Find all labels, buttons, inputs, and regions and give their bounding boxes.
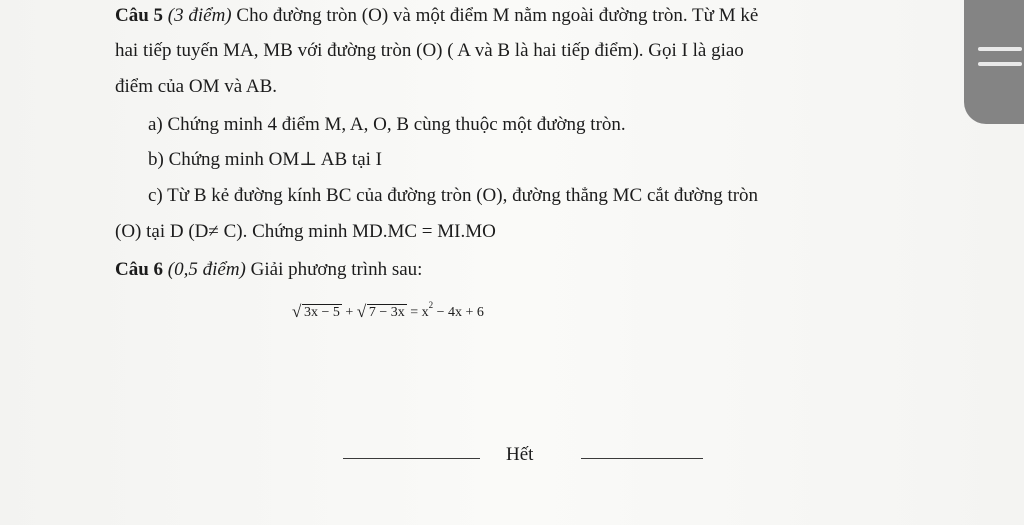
q5-line2: hai tiếp tuyến MA, MB với đường tròn (O) ( A và B là hai tiếp điểm). Gọi I là giao [115, 40, 744, 61]
rhs-end: − 4x + 6 [433, 305, 484, 320]
q5-label: Câu 5 [115, 5, 164, 26]
q6-equation [292, 294, 484, 324]
exponent: 2 [428, 300, 434, 310]
radical-sign-icon: √ [292, 302, 302, 321]
menu-handle-icon [978, 62, 1022, 66]
q5-part-b: b) Chứng minh OM⊥ AB tại I [148, 149, 383, 170]
footer-end-text: Hết [506, 444, 534, 465]
menu-handle-icon [978, 47, 1022, 51]
footer-rule-right [581, 458, 703, 459]
q5-text-1: Cho đường tròn (O) và một điểm M nằm ngoài đường tròn. Từ M kẻ [236, 5, 759, 26]
q5-line3: điểm của OM và AB. [115, 76, 278, 97]
sqrt-term-2 [357, 302, 407, 324]
q5-points: (3 điểm) [167, 5, 232, 26]
plus-sign: + [345, 305, 354, 320]
q5-line1 [115, 4, 758, 28]
q6-label: Câu 6 [115, 259, 164, 280]
menu-handle-button[interactable] [964, 0, 1024, 124]
sqrt-term-1 [292, 302, 342, 324]
q6-instruction: Giải phương trình sau: [250, 259, 423, 280]
radical-sign-icon: √ [356, 302, 367, 321]
q5-part-c-2: (O) tại D (D≠ C). Chứng minh MD.MC = MI.MO [115, 221, 496, 242]
q6-header [115, 258, 422, 282]
q5-part-a: a) Chứng minh 4 điểm M, A, O, B cùng thuộc một đường tròn. [148, 114, 626, 135]
footer-rule-left [343, 458, 480, 459]
radicand-2: 7 − 3x [368, 305, 405, 320]
q6-points: (0,5 điểm) [167, 259, 246, 280]
q5-part-c-1: c) Từ B kẻ đường kính BC của đường tròn (O), đường thẳng MC cắt đường tròn [148, 185, 759, 206]
rhs-start: = x [410, 305, 429, 320]
radicand-1: 3x − 5 [304, 305, 340, 320]
